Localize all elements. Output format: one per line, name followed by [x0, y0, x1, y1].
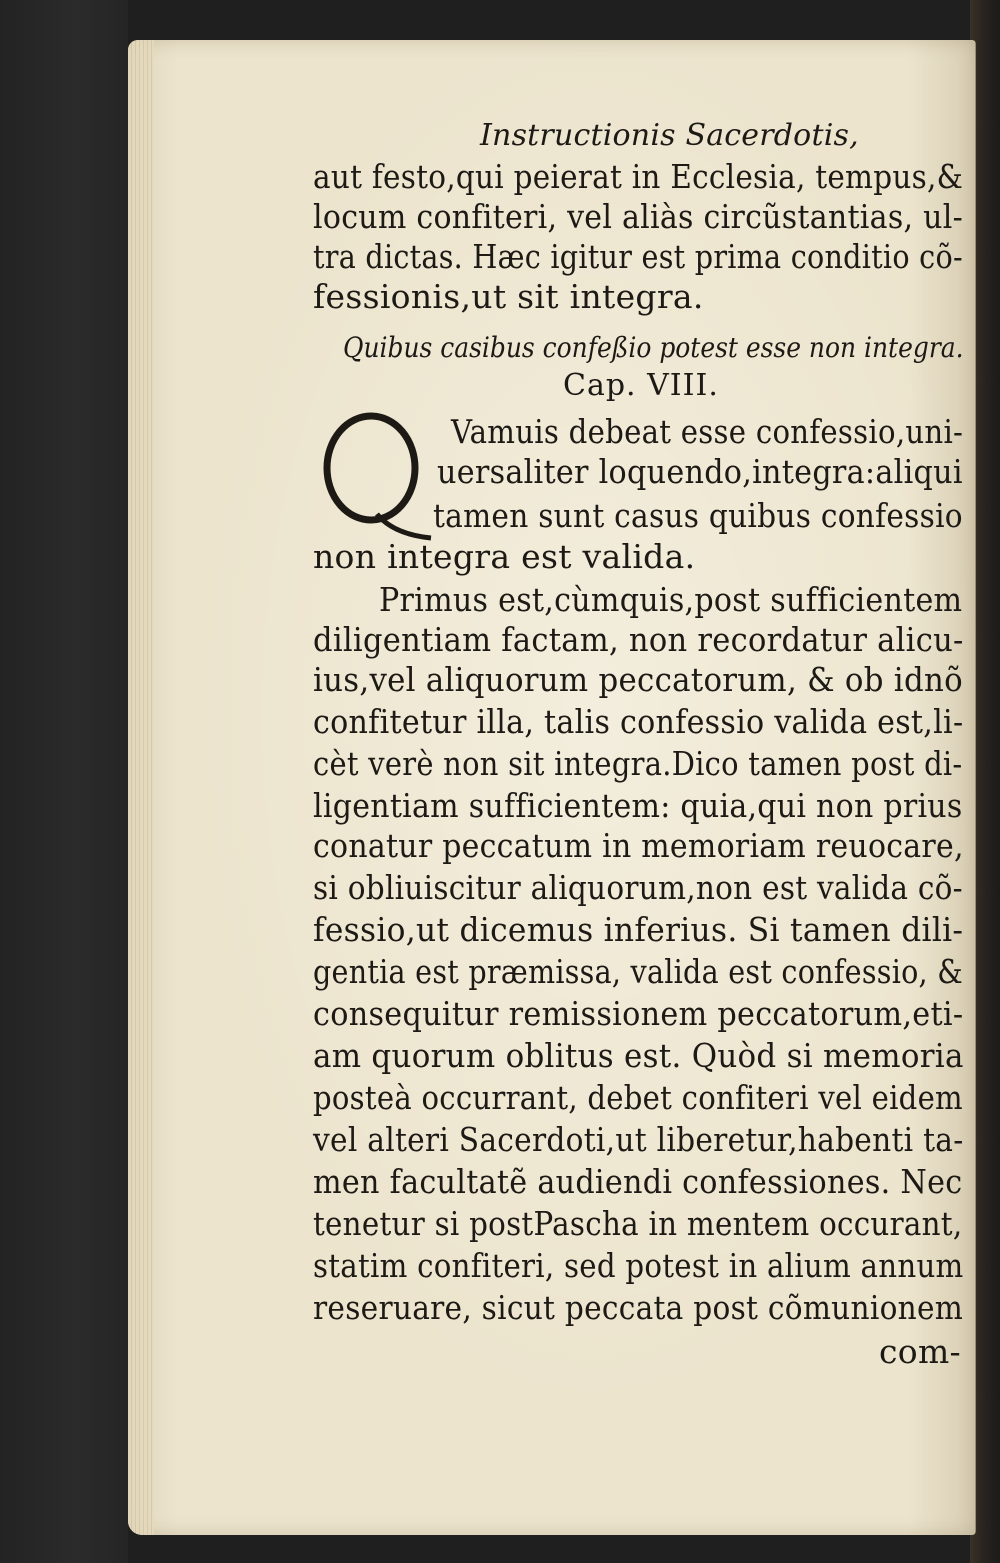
text-line: conatur peccatum in memoriam reuocare, — [313, 826, 964, 865]
text-line: am quorum oblitus est. Quòd si memoria — [313, 1036, 964, 1075]
text-line: fessio,ut dicemus inferius. Si tamen dili- — [313, 910, 964, 949]
text-line: vel alteri Sacerdoti,ut liberetur,habenti ta- — [313, 1120, 964, 1159]
page-edges — [128, 40, 154, 1535]
text-line: statim confiteri, sed potest in alium annum — [313, 1246, 964, 1285]
text-line: confitetur illa, talis confessio valida est,li- — [313, 702, 964, 741]
text-line: men facultatẽ audiendi confessiones. Nec — [313, 1162, 963, 1201]
text-line: ligentiam sufficientem: quia,qui non prius — [313, 786, 963, 825]
text-line: locum confiteri, vel aliàs circũstantias, ul- — [313, 197, 963, 236]
text-line: posteà occurrant, debet confiteri vel eidem — [313, 1078, 963, 1117]
page-gutter-shadow — [975, 40, 977, 1535]
text-line: consequitur remissionem peccatorum,eti- — [313, 994, 964, 1033]
initial-q-glyph — [313, 402, 433, 542]
text-line: reseruare, sicut peccata post cõmunionem — [313, 1288, 964, 1327]
catchword: com- — [879, 1332, 961, 1371]
text-line: non integra est valida. — [313, 537, 696, 576]
decorated-initial — [313, 402, 433, 542]
text-line: gentia est præmissa, valida est confessio, & — [313, 952, 963, 991]
text-line: si obliuiscitur aliquorum,non est valida cõ- — [313, 868, 963, 907]
chapter-number: Cap. VIII. — [563, 368, 719, 403]
text-line: tra dictas. Hæc igitur est prima conditio cõ- — [313, 237, 963, 276]
text-line: aut festo,qui peierat in Ecclesia, tempus,& — [313, 157, 964, 196]
running-head: Instructionis Sacerdotis, — [480, 118, 859, 153]
text-line: ius,vel aliquorum peccatorum, & ob idnõ — [313, 660, 963, 699]
text-line: fessionis,ut sit integra. — [313, 277, 704, 316]
text-line: Vamuis debeat esse confessio,uni- — [451, 412, 964, 451]
background-left — [0, 0, 128, 1563]
chapter-heading: Quibus casibus confeßio potest esse non integra. — [343, 331, 964, 364]
text-line: tenetur si postPascha in mentem occurant, — [313, 1204, 963, 1243]
text-line: uersaliter loquendo,integra:aliqui — [437, 452, 963, 491]
text-line: tamen sunt casus quibus confessio — [433, 496, 963, 535]
text-line: Primus est,cùmquis,post sufficientem — [379, 580, 963, 619]
text-line: cèt verè non sit integra.Dico tamen post di- — [313, 744, 963, 783]
text-line: diligentiam factam, non recordatur alicu- — [313, 620, 964, 659]
